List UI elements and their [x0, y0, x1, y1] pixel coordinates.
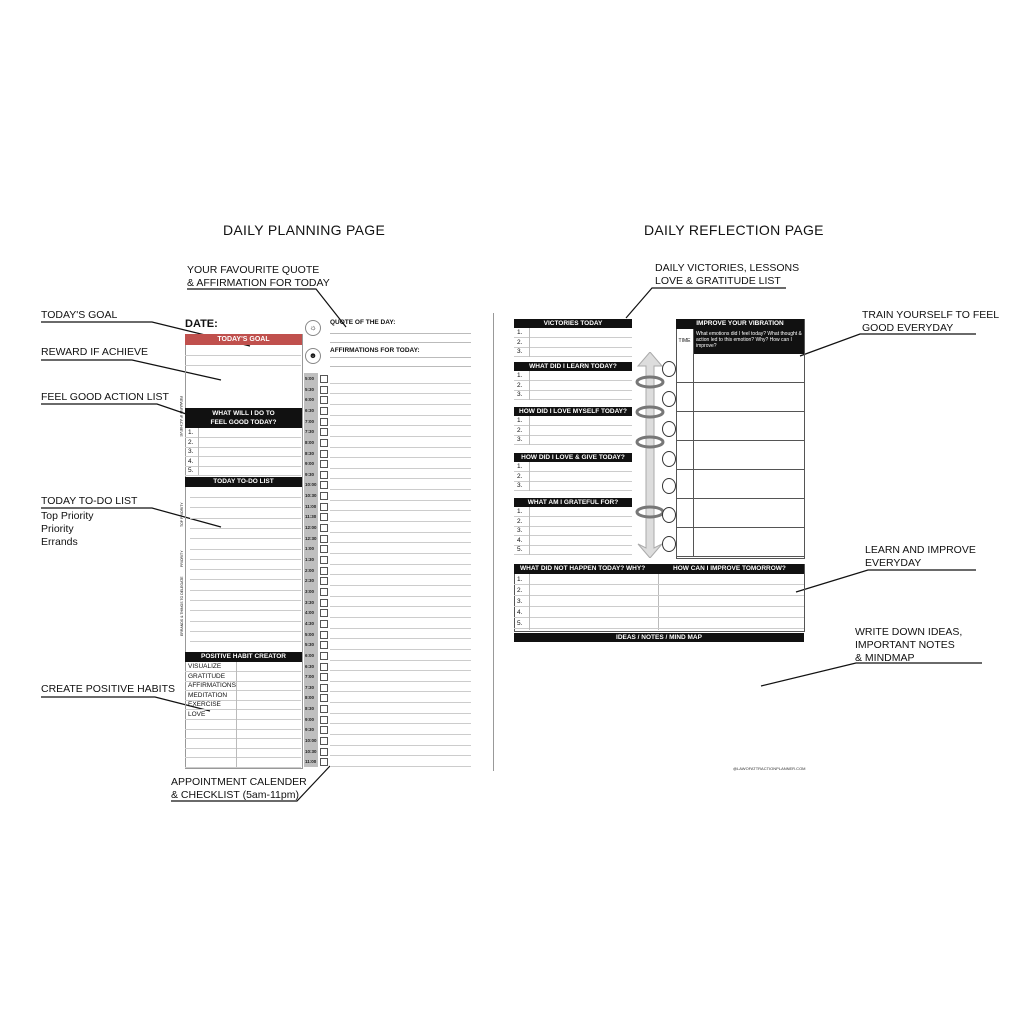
time-checkbox[interactable] — [320, 428, 328, 436]
time-slot-row[interactable] — [330, 639, 471, 650]
time-slot-label: 9:00 — [305, 461, 315, 467]
improve-row-number: 3. — [517, 598, 523, 605]
goal-line — [185, 355, 301, 366]
time-slot-label: 1:00 — [305, 546, 315, 552]
time-slot-row[interactable] — [330, 714, 471, 725]
time-slot-label: 4:30 — [305, 620, 315, 626]
time-slot-label: 8:00 — [305, 695, 315, 701]
time-slot-label: 3:00 — [305, 588, 315, 594]
habit-header: POSITIVE HABIT CREATOR — [185, 652, 302, 662]
vibration-row[interactable] — [676, 499, 804, 528]
time-slot-row[interactable] — [330, 426, 471, 437]
annotation-todo: TODAY TO-DO LIST Top Priority Priority Errands — [41, 495, 138, 548]
reflection-row[interactable] — [514, 328, 632, 338]
vibration-row[interactable] — [676, 470, 804, 499]
leader-victories — [626, 288, 786, 318]
todo-header: TODAY TO-DO LIST — [185, 477, 302, 487]
time-slot-label: 7:00 — [305, 674, 315, 680]
time-slot-label: 6:00 — [305, 652, 315, 658]
time-checkbox[interactable] — [320, 567, 328, 575]
time-slot-row[interactable] — [330, 703, 471, 714]
leader-vibration — [800, 334, 976, 356]
habit-label: GRATITUDE — [188, 672, 226, 680]
time-checkbox[interactable] — [320, 481, 328, 489]
annotation-vibration: TRAIN YOURSELF TO FEEL GOOD EVERYDAY — [862, 309, 1000, 334]
time-slot-row[interactable] — [330, 437, 471, 448]
time-checkbox[interactable] — [320, 407, 328, 415]
reflection-row[interactable] — [514, 371, 632, 381]
vibration-row[interactable] — [676, 412, 804, 441]
time-slot-row[interactable] — [330, 575, 471, 586]
time-checkbox[interactable] — [320, 620, 328, 628]
feel-good-row[interactable] — [185, 447, 301, 457]
time-slot-row[interactable] — [330, 661, 471, 672]
time-slot-row[interactable] — [330, 448, 471, 459]
reflection-divider — [529, 462, 530, 491]
time-slot-label: 2:00 — [305, 567, 315, 573]
time-checkbox[interactable] — [320, 684, 328, 692]
time-slot-row[interactable] — [330, 586, 471, 597]
quote-label: QUOTE OF THE DAY: — [330, 319, 396, 326]
time-slot-row[interactable] — [330, 671, 471, 682]
time-slot-label: 9:30 — [305, 471, 315, 477]
ideas-footer: IDEAS / NOTES / MIND MAP — [514, 633, 804, 642]
affirmation-line — [330, 357, 471, 358]
reflection-row-number: 1. — [517, 329, 523, 336]
time-slot-label: 4:00 — [305, 610, 315, 616]
reflection-section-header: HOW DID I LOVE & GIVE TODAY? — [514, 453, 632, 462]
reflection-divider — [529, 507, 530, 555]
time-checkbox[interactable] — [320, 524, 328, 532]
vibration-row[interactable] — [676, 441, 804, 470]
time-slot-row[interactable] — [330, 511, 471, 522]
habit-row[interactable] — [185, 758, 301, 768]
time-slot-label: 10:30 — [305, 748, 317, 754]
time-slot-row[interactable] — [330, 724, 471, 735]
face-icon — [662, 421, 676, 437]
vibration-row[interactable] — [676, 354, 804, 383]
time-checkbox[interactable] — [320, 631, 328, 639]
time-slot-label: 8:30 — [305, 450, 315, 456]
time-slot-label: 6:30 — [305, 407, 315, 413]
reflection-row[interactable] — [514, 472, 632, 482]
feel-good-row[interactable] — [185, 457, 301, 467]
not-happen-label: WHAT DID NOT HAPPEN TODAY? WHY? — [520, 565, 646, 572]
todo-side-top-priority: TOP PRIORITY — [180, 502, 184, 527]
habit-row[interactable] — [185, 720, 301, 730]
time-slot-row[interactable] — [330, 565, 471, 576]
reflection-section-header: VICTORIES TODAY — [514, 319, 632, 328]
time-slot-row[interactable] — [330, 682, 471, 693]
time-slot-row[interactable] — [330, 746, 471, 757]
time-slot-label: 10:00 — [305, 482, 317, 488]
time-slot-label: 6:00 — [305, 397, 315, 403]
time-slot-label: 9:30 — [305, 727, 315, 733]
time-checkbox[interactable] — [320, 726, 328, 734]
time-checkbox[interactable] — [320, 673, 328, 681]
reflection-row-number: 2. — [517, 381, 523, 389]
time-label: TIME — [676, 329, 694, 354]
time-checkbox[interactable] — [320, 418, 328, 426]
time-checkbox[interactable] — [320, 652, 328, 660]
habit-row[interactable] — [185, 739, 301, 749]
time-checkbox[interactable] — [320, 758, 328, 766]
feel-good-row[interactable] — [185, 438, 301, 448]
time-checkbox[interactable] — [320, 396, 328, 404]
time-slot-row[interactable] — [330, 554, 471, 565]
todo-side-priority: PRIORITY — [180, 550, 184, 567]
annotation-feel-good: FEEL GOOD ACTION LIST — [41, 391, 169, 403]
time-slot-row[interactable] — [330, 522, 471, 533]
feel-good-row[interactable] — [185, 428, 301, 438]
time-slot-row[interactable] — [330, 607, 471, 618]
annotation-reward: REWARD IF ACHIEVE — [41, 346, 148, 358]
improve-row[interactable] — [514, 596, 804, 607]
time-slot-label: 2:30 — [305, 578, 315, 584]
time-slot-label: 5:30 — [305, 642, 315, 648]
time-checkbox[interactable] — [320, 609, 328, 617]
reflection-row[interactable] — [514, 481, 632, 491]
time-slot-label: 5:00 — [305, 631, 315, 637]
planning-page-title: DAILY PLANNING PAGE — [223, 222, 386, 238]
face-icon — [662, 536, 676, 552]
reflection-row-number: 4. — [517, 536, 523, 544]
time-slot-row[interactable] — [330, 416, 471, 427]
reflection-row[interactable] — [514, 462, 632, 472]
time-checkbox[interactable] — [320, 694, 328, 702]
annotation-ideas: WRITE DOWN IDEAS, IMPORTANT NOTES & MINDMAP — [855, 626, 963, 664]
time-slot-label: 11:30 — [305, 514, 317, 520]
time-slot-label: 7:30 — [305, 684, 315, 690]
reflection-page-title: DAILY REFLECTION PAGE — [644, 222, 824, 238]
reflection-divider — [529, 328, 530, 357]
time-slot-row[interactable] — [330, 533, 471, 544]
reflection-row[interactable] — [514, 390, 632, 400]
todo-side-errands: ERRANDS & THINGS TO DELEGATE — [180, 576, 184, 636]
reflection-row-number: 2. — [517, 517, 523, 525]
time-slot-row[interactable] — [330, 490, 471, 501]
improve-row-number: 4. — [517, 609, 523, 616]
face-icon — [662, 478, 676, 494]
reflection-row-number: 1. — [517, 463, 523, 470]
face-icon — [662, 451, 676, 467]
improve-row[interactable] — [514, 607, 804, 618]
habit-label: MEDITATION — [188, 691, 228, 699]
reflection-row[interactable] — [514, 435, 632, 445]
time-checkbox[interactable] — [320, 641, 328, 649]
annotation-goal: TODAY'S GOAL — [41, 309, 118, 321]
improve-row[interactable] — [514, 585, 804, 596]
time-slot-label: 8:30 — [305, 706, 315, 712]
time-slot-row[interactable] — [330, 373, 471, 384]
habit-row[interactable] — [185, 748, 301, 758]
feel-good-number: 1. — [188, 429, 194, 436]
feel-good-number: 5. — [188, 467, 194, 474]
feel-good-number: 4. — [188, 457, 194, 465]
time-slot-row[interactable] — [330, 405, 471, 416]
time-slot-label: 12:00 — [305, 525, 317, 531]
reflection-row-number: 5. — [517, 546, 523, 553]
annotation-improve: LEARN AND IMPROVE EVERYDAY — [865, 544, 976, 569]
time-checkbox[interactable] — [320, 748, 328, 756]
time-slot-row[interactable] — [330, 394, 471, 405]
time-slot-row[interactable] — [330, 618, 471, 629]
time-slot-label: 12:30 — [305, 535, 317, 541]
time-checkbox[interactable] — [320, 663, 328, 671]
time-checkbox[interactable] — [320, 556, 328, 564]
reflection-row-number: 1. — [517, 372, 523, 379]
vibration-questions: What emotions did I feel today? What thought & action led to this emotion? Why? How can I improve? — [694, 329, 804, 354]
time-slot-label: 11:00 — [305, 503, 317, 509]
reflection-row[interactable] — [514, 381, 632, 391]
time-slot-row[interactable] — [330, 692, 471, 703]
reflection-section-header: HOW DID I LOVE MYSELF TODAY? — [514, 407, 632, 416]
annotation-quote: YOUR FAVOURITE QUOTE & AFFIRMATION FOR TODAY — [187, 264, 330, 289]
improve-row[interactable] — [514, 574, 804, 585]
reflection-row[interactable] — [514, 545, 632, 555]
reflection-row-number: 3. — [517, 527, 523, 534]
time-slot-label: 10:00 — [305, 738, 317, 744]
habit-label: AFFIRMATIONS — [188, 682, 236, 690]
reflection-row[interactable] — [514, 536, 632, 546]
annotation-victories: DAILY VICTORIES, LESSONS LOVE & GRATITUDE LIST — [655, 262, 800, 287]
improve-row-number: 2. — [517, 587, 523, 594]
affirmation-line — [330, 366, 471, 367]
reflection-row-number: 3. — [517, 436, 523, 443]
time-checkbox[interactable] — [320, 471, 328, 479]
reflection-row[interactable] — [514, 426, 632, 436]
time-slot-row[interactable] — [330, 479, 471, 490]
time-slot-row[interactable] — [330, 543, 471, 554]
time-checkbox[interactable] — [320, 545, 328, 553]
lightbulb-icon: ☼ — [305, 320, 321, 336]
feel-good-divider — [198, 428, 199, 475]
time-slot-row[interactable] — [330, 756, 471, 767]
time-checkbox[interactable] — [320, 577, 328, 585]
annotation-habits: CREATE POSITIVE HABITS — [41, 683, 175, 695]
vibration-row[interactable] — [676, 383, 804, 412]
time-slot-row[interactable] — [330, 458, 471, 469]
reflection-row-number: 1. — [517, 508, 523, 515]
face-icon — [662, 507, 676, 523]
time-slot-label: 5:30 — [305, 386, 315, 392]
reflection-row-number: 3. — [517, 348, 523, 355]
reflection-section-header: WHAT AM I GRATEFUL FOR? — [514, 498, 632, 507]
habit-label: LOVE — [188, 711, 206, 718]
feel-good-number: 2. — [188, 438, 194, 446]
time-slot-label: 7:00 — [305, 418, 315, 424]
habit-row[interactable] — [185, 729, 301, 739]
head-icon: ☻ — [305, 348, 321, 364]
time-checkbox[interactable] — [320, 503, 328, 511]
feel-good-number: 3. — [188, 448, 194, 455]
feel-good-header: WHAT WILL I DO TO FEEL GOOD TODAY? — [185, 408, 302, 428]
time-slot-row[interactable] — [330, 735, 471, 746]
leader-improve — [796, 570, 976, 592]
reflection-row-number: 2. — [517, 338, 523, 346]
quote-line — [330, 342, 471, 343]
improve-number-divider — [529, 574, 530, 630]
time-slot-label: 3:30 — [305, 599, 315, 605]
feel-good-row[interactable] — [185, 466, 301, 476]
date-label: DATE: — [185, 318, 218, 330]
time-slot-row[interactable] — [330, 469, 471, 480]
time-checkbox[interactable] — [320, 513, 328, 521]
habit-divider — [236, 662, 237, 767]
time-slot-row[interactable] — [330, 629, 471, 640]
time-slot-label: 9:00 — [305, 716, 315, 722]
reflection-row-number: 1. — [517, 417, 523, 424]
time-checkbox[interactable] — [320, 439, 328, 447]
time-checkbox[interactable] — [320, 450, 328, 458]
time-slot-label: 6:30 — [305, 663, 315, 669]
time-checkbox[interactable] — [320, 737, 328, 745]
time-slot-label: 1:30 — [305, 557, 315, 563]
face-icon — [662, 361, 676, 377]
time-checkbox[interactable] — [320, 375, 328, 383]
time-slot-label: 10:30 — [305, 493, 317, 499]
time-checkbox[interactable] — [320, 535, 328, 543]
reflection-row-number: 3. — [517, 482, 523, 489]
time-slot-label: 7:30 — [305, 429, 315, 435]
time-checkbox[interactable] — [320, 705, 328, 713]
todo-row[interactable] — [190, 642, 301, 653]
reflection-row-number: 2. — [517, 472, 523, 480]
time-slot-row[interactable] — [330, 650, 471, 661]
leader-ideas — [761, 663, 982, 686]
improve-row[interactable] — [514, 618, 804, 629]
time-checkbox[interactable] — [320, 460, 328, 468]
time-checkbox[interactable] — [320, 716, 328, 724]
time-slot-label: 11:00 — [305, 759, 317, 765]
time-slot-row[interactable] — [330, 501, 471, 512]
vibration-time-divider — [693, 354, 694, 557]
time-slot-row[interactable] — [330, 384, 471, 395]
time-slot-label: 5:00 — [305, 376, 315, 381]
reflection-row[interactable] — [514, 347, 632, 357]
reflection-row-number: 2. — [517, 426, 523, 434]
reflection-divider — [529, 416, 530, 445]
website-label: @LAWOFATTRACTIONPLANNER.COM — [733, 766, 806, 771]
improve-tomorrow-label: HOW CAN I IMPROVE TOMORROW? — [673, 565, 786, 572]
reflection-row[interactable] — [514, 416, 632, 426]
quote-line — [330, 333, 471, 334]
reflection-row-number: 3. — [517, 391, 523, 398]
reflection-section-header: WHAT DID I LEARN TODAY? — [514, 362, 632, 371]
annotation-appointment: APPOINTMENT CALENDER & CHECKLIST (5am-11pm) — [171, 776, 307, 801]
reflection-row[interactable] — [514, 507, 632, 517]
reflection-row[interactable] — [514, 338, 632, 348]
time-slot-row[interactable] — [330, 597, 471, 608]
leader-appointment — [171, 766, 330, 801]
time-slot-label: 8:00 — [305, 439, 315, 445]
reflection-divider — [529, 371, 530, 400]
improve-row-number: 5. — [517, 620, 523, 627]
reward-side-label: REWARD IF ACHIEVE — [179, 396, 184, 437]
leader-feel-good — [41, 404, 192, 416]
time-checkbox[interactable] — [320, 599, 328, 607]
vibration-row[interactable] — [676, 528, 804, 557]
vibration-header: IMPROVE YOUR VIBRATION — [676, 319, 804, 329]
time-checkbox[interactable] — [320, 492, 328, 500]
habit-label: VISUALIZE — [188, 663, 222, 670]
time-checkbox[interactable] — [320, 588, 328, 596]
vibration-spiral-graphic — [634, 352, 666, 558]
reflection-row[interactable] — [514, 517, 632, 527]
todays-goal-header: TODAY'S GOAL — [185, 334, 302, 345]
affirmations-label: AFFIRMATIONS FOR TODAY: — [330, 347, 420, 354]
face-icon — [662, 391, 676, 407]
improve-row-number: 1. — [517, 576, 523, 583]
habit-label: EXERCISE — [188, 701, 221, 709]
time-checkbox[interactable] — [320, 386, 328, 394]
reflection-row[interactable] — [514, 526, 632, 536]
